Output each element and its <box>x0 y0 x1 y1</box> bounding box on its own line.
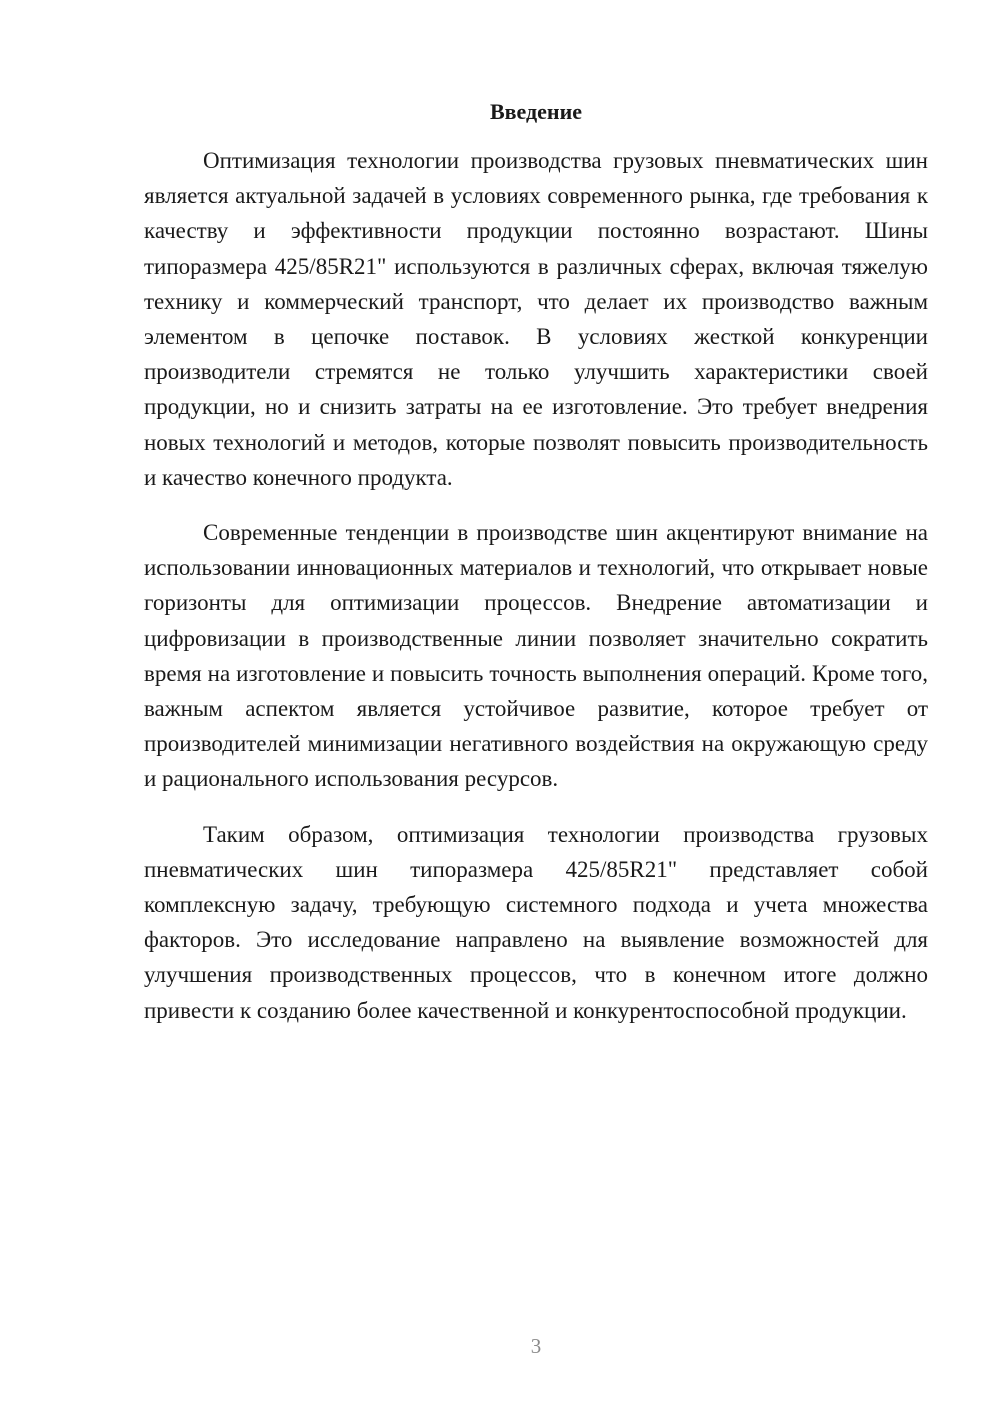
page-number: 3 <box>530 1334 542 1358</box>
section-heading: Введение <box>489 99 583 124</box>
paragraph-3: Таким образом, оптимизация технологии производства грузовых пневматических шин типоразмера 425/85R21" представляет собой комплексную задачу, требующую системного подхода и учета множества факторов. Это исследование направлено на выявление возможностей для улучшения производственных процессов, что в конечном итоге должно привести к созданию более качественной и конкурентоспособной продукции. <box>144 821 928 1023</box>
paragraph-2: Современные тенденции в производстве шин акцентируют внимание на использовании инновационных материалов и технологий, что открывает новые горизонты для оптимизации процессов. Внедрение автоматизации и цифровизации в производственные линии позволяет значительно сократить время на изготовление и повысить точность выполнения операций. Кроме того, важным аспектом является устойчивое развитие, которое требует от производителей минимизации негативного воздействия на окружающую среду и рационального использования ресурсов. <box>144 520 928 792</box>
body-text <box>144 143 928 1048</box>
paragraph-1: Оптимизация технологии производства грузовых пневматических шин является актуальной задачей в условиях современного рынка, где требования к качеству и эффективности продукции постоянно возрастают. Шины типоразмера 425/85R21" используются в различных сферах, включая тяжелую технику и коммерческий транспорт, что делает их производство важным элементом в цепочке поставок. В условиях жесткой конкуренции производители стремятся не только улучшить характеристики своей продукции, но и снизить затраты на ее изготовление. Это требует внедрения новых технологий и методов, которые позволят повысить производительность и качество конечного продукта. <box>144 148 928 490</box>
